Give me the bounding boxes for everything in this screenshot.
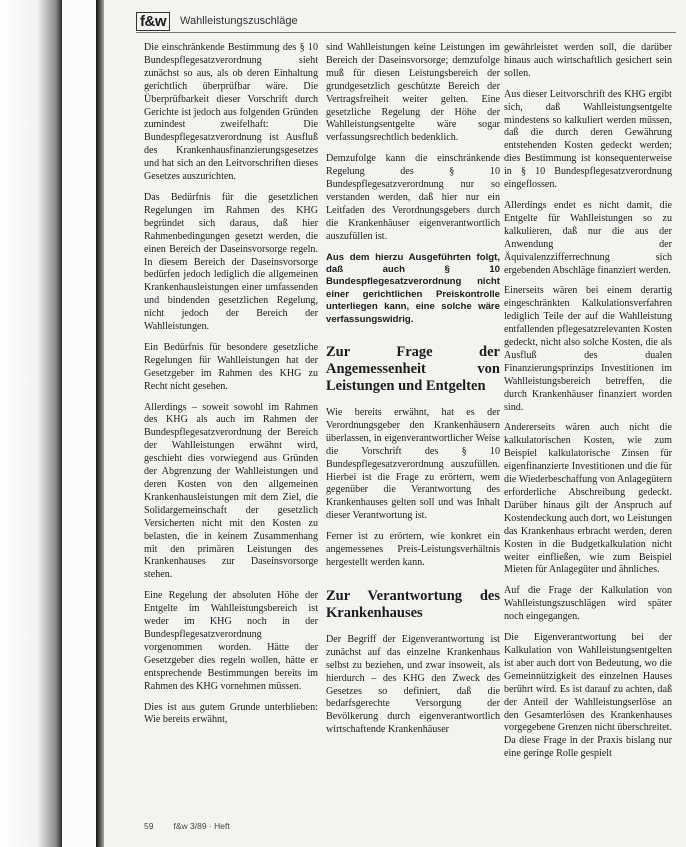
footer-source: f&w 3/89 · Heft: [173, 821, 230, 831]
paragraph: Ein Bedürfnis für besondere gesetzliche Regelungen für Wahlleistungen hat der Gesetzgeber im Rahmen des KHG zu Recht nicht gesehen.: [144, 341, 318, 392]
paragraph: Einerseits wären bei einem derartig eingeschränkten Kalkulationsverfahren lediglich Teile der auf die Wahlleistung entfallenden pflegesatzrelevanten Kosten gedeckt, nicht also solche Kosten, die als Ausfluß des dualen Finanzierungsprinzips Investitionen im Wahlleistungsbereich betreffen, die durch Krankenhäuser finanziert worden sind.: [504, 285, 672, 413]
paragraph: Das Bedürfnis für die gesetzlichen Regelungen im Rahmen des KHG begründet sich daraus, daß hier Rahmenbedingungen gesetzt werden, die einen Bereich der Daseinsvorsorge regeln. In diesem Bereich der Daseinsvorsorge bedürfen jedoch lediglich die allgemeinen Krankenhausleistungen einer umfassenden und bindenden gesetzlichen Regelung, nicht jedoch der Bereich der Wahlleistungen.: [144, 191, 318, 333]
document-page: [104, 0, 686, 847]
paragraph: Allerdings – soweit sowohl im Rahmen des KHG als auch im Rahmen der Bundespflegesatzverordnung der Bereich der Wahlleistungen erwähnt wird, geschieht dies vorwiegend aus Gründen der Abgrenzung der Wahlleistungen und deren Kosten von den allgemeinen Krankenhausleistungen mit dem Ziel, die Solidargemeinschaft der gesetzlich Versicherten nicht mit den Kosten zu belasten, die in keinem Zusammenhang mit den primären Leistungen des Krankenhauses zur Daseinsvorsorge stehen.: [144, 401, 318, 581]
section-heading-angemessenheit: Zur Frage der Angemessenheit von Leistungen und Entgelten: [326, 344, 500, 395]
paragraph: gewährleistet werden soll, die darüber hinaus auch wirtschaftlich gesichert sein sollen.: [504, 42, 672, 79]
paragraph: Auf die Frage der Kalkulation von Wahlleistungszuschlägen wird später noch eingegangen.: [504, 585, 672, 623]
paragraph: Demzufolge kann die einschränkende Regelung des § 10 Bundespflegesatzverordnung nur so verstanden werden, daß hier nur ein Leitfaden des Verordnungsgebers durch die Krankenhäuser eigenverantwortlich auszufüllen ist.: [326, 153, 500, 242]
paragraph: Der Begriff der Eigenverantwortung ist zunächst auf das einzelne Krankenhaus selbst zu beziehen, und zwar insoweit, als hierdurch – des KHG den Zweck des Gesetzes so definiert, daß die bedarfsgerechte Versorgung der Bevölkerung durch eigenverantwortlich wirtschaftende Krankenhäuser: [326, 633, 500, 736]
bold-conclusion-paragraph: Aus dem hierzu Ausgeführten folgt, daß auch § 10 Bundespflegesatzverordnung nicht einer gerichtlichen Preiskontrolle unterliegen kann, eine solche wäre verfassungswidrig.: [326, 251, 500, 325]
paragraph: Allerdings endet es nicht damit, die Entgelte für Wahlleistungen so zu kalkulieren, daß nur die aus der Anwendung der Äquivalenzzifferrechnung sich ergebenden Abschläge finanziert werden.: [504, 199, 672, 276]
text-column-2: [326, 42, 500, 745]
paragraph: sind Wahlleistungen keine Leistungen im Bereich der Daseinsvorsorge; demzufolge muß für diesen Leistungsbereich der grundgesetzlich geschützte Bereich der Vertragsfreiheit weiter gelten. Eine gesetzliche Regelung der Höhe der Wahlleistungsentgelte wäre sogar verfassungsrechtlich bedenklich.: [326, 42, 500, 144]
text-column-3: [504, 42, 672, 769]
paragraph: Aus dieser Leitvorschrift des KHG ergibt sich, daß Wahlleistungsentgelte mindestens so kalkuliert werden müssen, daß die durch deren Gewährung entstehenden Kosten gedeckt werden; dies Bestimmung ist konsequenterweise in § 10 Bundespflegesatzverordnung eingeflossen.: [504, 88, 672, 191]
text-column-1: [144, 42, 318, 735]
journal-logo: f&w: [136, 12, 170, 31]
section-heading-verantwortung: Zur Verantwortung des Krankenhauses: [326, 587, 500, 621]
header-title: Wahlleistungszuschläge: [180, 15, 298, 27]
page-number: 59: [144, 821, 154, 831]
page-footer: [144, 821, 230, 831]
running-header: [136, 10, 676, 33]
paragraph: Dies ist aus gutem Grunde unterblieben: Wie bereits erwähnt,: [144, 701, 318, 726]
paragraph: Wie bereits erwähnt, hat es der Verordnungsgeber den Krankenhäusern überlassen, in eigenverantwortlicher Weise die Vorschrift des § 10 Bundespflegesatzverordnung auszufüllen. Hierbei ist die Frage zu erörtern, wem gegenüber die Verantwortung des Krankenhauses gelten soll und was Inhalt dieser Verantwortung ist.: [326, 407, 500, 522]
paragraph: Eine Regelung der absoluten Höhe der Entgelte im Wahlleistungsbereich ist weder im KHG noch in der Bundespflegesatzverordnung vorgenommen worden. Hätte der Gesetzgeber dies regeln wollen, hätte er entsprechende Bestimmungen bereits im Rahmen des KHG vornehmen müssen.: [144, 590, 318, 692]
paragraph: Die einschränkende Bestimmung des § 10 Bundespflegesatzverordnung sieht zunächst so aus, als ob deren Einhaltung gerichtlich überprüfbar wäre. Die Überprüfbarkeit dieser Vorschrift durch Gerichte ist jedoch aus folgenden Gründen zumindest zweifelhaft: Die Bundespflegesatzverordnung ist Ausfluß des Krankenhausfinanzierungsgesetzes und hat sich an den Leitvorschriften dieses Gesetzes auszurichten.: [144, 42, 318, 183]
paragraph: Andererseits wären auch nicht die kalkulatorischen Kosten, wie zum Beispiel kalkulatorische Zinsen für eigenfinanzierte Investitionen und die für die Wiederbeschaffung von Anlagegütern erforderliche Abschreibung gedeckt. Darüber hinaus gilt der Anspruch auf Kostendeckung auch dort, wo Leistungen das Krankenhaus erbracht werden, deren Kosten in die Budgetkalkulation nicht weiter einfließen, wie zum Beispiel Mieten für Anlagegüter und ähnliches.: [504, 422, 672, 576]
paragraph: Die Eigenverantwortung bei der Kalkulation von Wahlleistungsentgelten ist aber auch dort von Bedeutung, wo die Gemeinnützigkeit des einzelnen Hauses berührt wird. Es ist darauf zu achten, daß der Anteil der Wahlleistungserlöse an den Gesamterlösen des Krankenhauses vorgegebene Grenzen nicht überschreitet. Da diese Frage in der Praxis bislang nur eine geringe Rolle gespielt: [504, 632, 672, 760]
paragraph: Ferner ist zu erörtern, wie konkret ein angemessenes Preis-Leistungsverhältnis hergestellt werden kann.: [326, 531, 500, 568]
scan-margin-left: [0, 0, 62, 847]
